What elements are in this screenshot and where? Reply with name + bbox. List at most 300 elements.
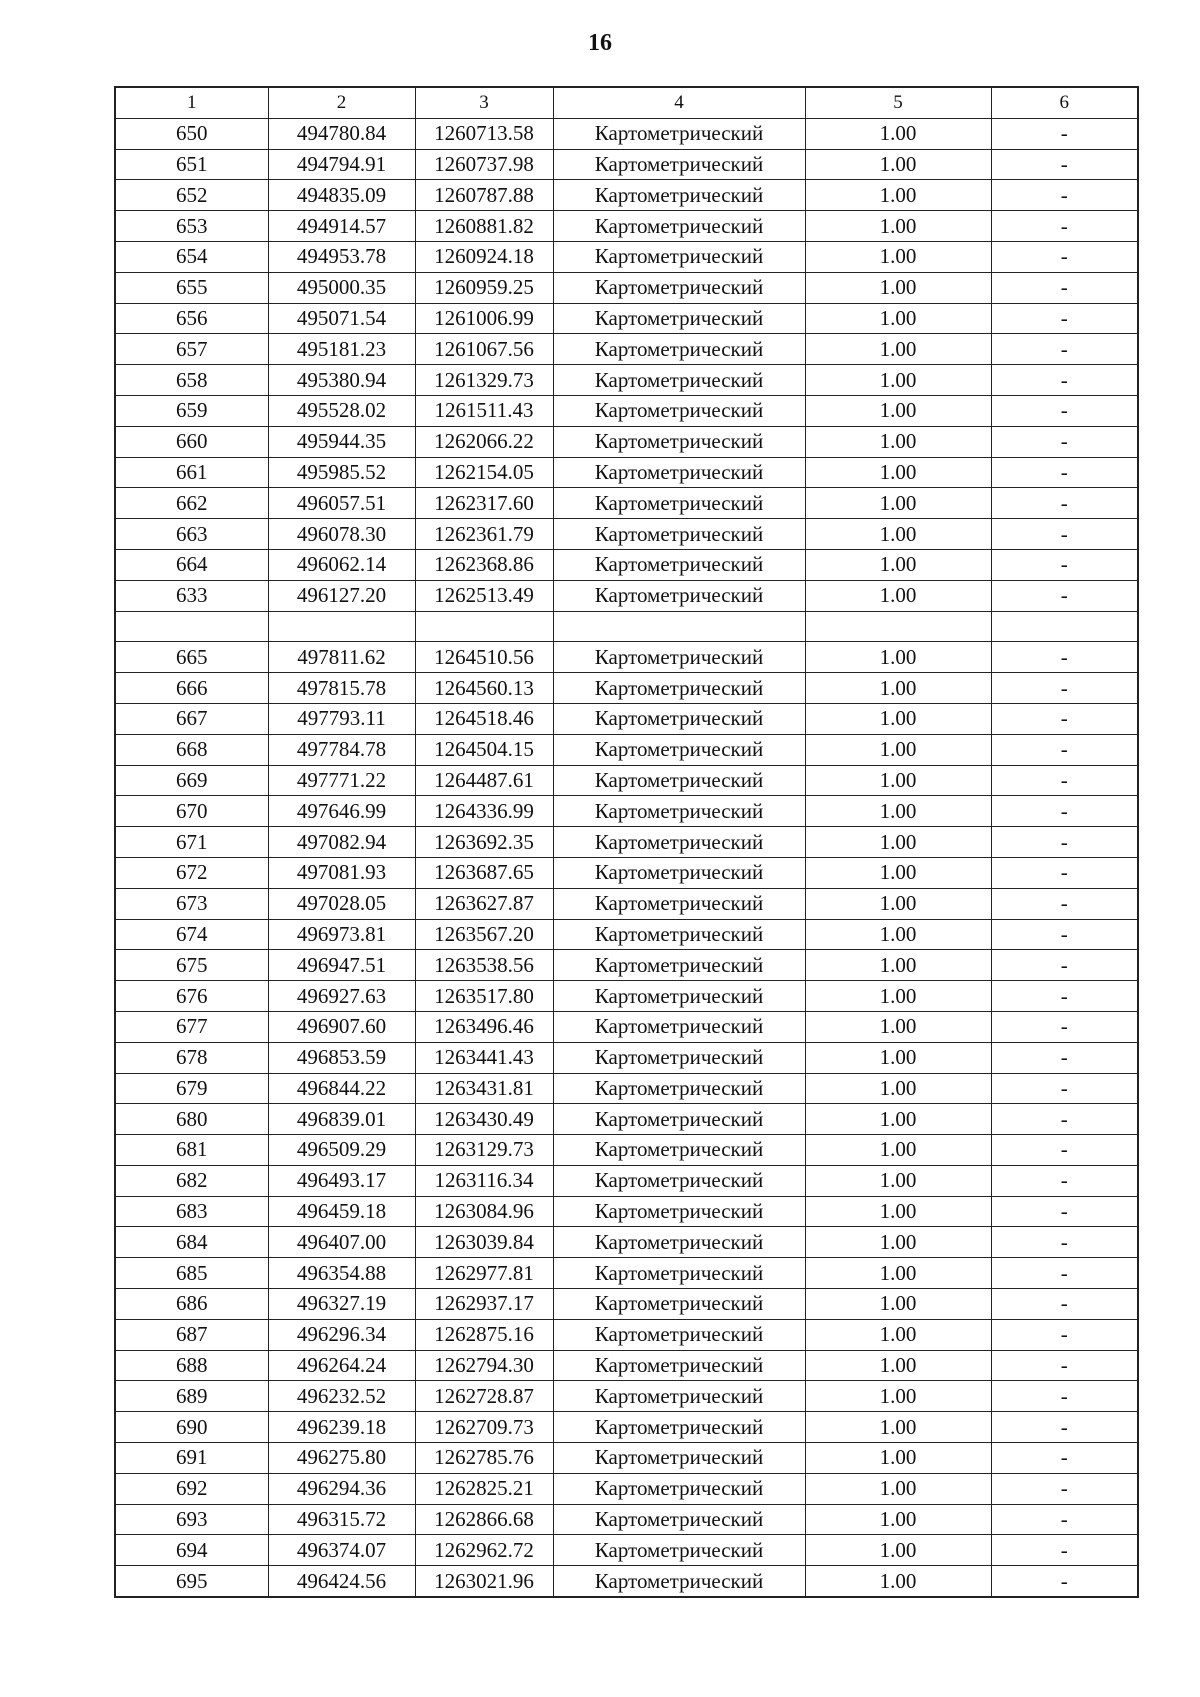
point-number-cell: 666 xyxy=(115,673,268,704)
point-number-cell: 656 xyxy=(115,303,268,334)
accuracy-cell: 1.00 xyxy=(805,1104,991,1135)
method-cell: Картометрический xyxy=(553,1443,805,1474)
accuracy-cell: 1.00 xyxy=(805,734,991,765)
accuracy-cell: 1.00 xyxy=(805,981,991,1012)
table-row xyxy=(115,180,1138,211)
table-row xyxy=(115,1504,1138,1535)
accuracy-cell: 1.00 xyxy=(805,457,991,488)
note-cell: - xyxy=(991,1011,1138,1042)
method-cell: Картометрический xyxy=(553,981,805,1012)
x-coordinate-cell: 494953.78 xyxy=(268,241,415,272)
note-cell: - xyxy=(991,180,1138,211)
method-cell: Картометрический xyxy=(553,1042,805,1073)
note-cell: - xyxy=(991,888,1138,919)
point-number-cell: 652 xyxy=(115,180,268,211)
accuracy-cell: 1.00 xyxy=(805,919,991,950)
accuracy-cell: 1.00 xyxy=(805,1011,991,1042)
y-coordinate-cell: 1264487.61 xyxy=(415,765,553,796)
note-cell: - xyxy=(991,734,1138,765)
accuracy-cell: 1.00 xyxy=(805,1135,991,1166)
accuracy-cell: 1.00 xyxy=(805,519,991,550)
x-coordinate-cell: 496296.34 xyxy=(268,1319,415,1350)
method-cell: Картометрический xyxy=(553,334,805,365)
accuracy-cell xyxy=(805,611,991,642)
point-number-cell: 633 xyxy=(115,580,268,611)
x-coordinate-cell: 495528.02 xyxy=(268,395,415,426)
x-coordinate-cell: 497784.78 xyxy=(268,734,415,765)
accuracy-cell: 1.00 xyxy=(805,1289,991,1320)
note-cell: - xyxy=(991,1042,1138,1073)
accuracy-cell: 1.00 xyxy=(805,149,991,180)
y-coordinate-cell xyxy=(415,611,553,642)
y-coordinate-cell: 1263627.87 xyxy=(415,888,553,919)
method-cell: Картометрический xyxy=(553,426,805,457)
note-cell: - xyxy=(991,1504,1138,1535)
method-cell: Картометрический xyxy=(553,241,805,272)
x-coordinate-cell: 496062.14 xyxy=(268,549,415,580)
method-cell: Картометрический xyxy=(553,1073,805,1104)
x-coordinate-cell: 497793.11 xyxy=(268,703,415,734)
note-cell: - xyxy=(991,1381,1138,1412)
method-cell: Картометрический xyxy=(553,1350,805,1381)
accuracy-cell: 1.00 xyxy=(805,765,991,796)
note-cell: - xyxy=(991,365,1138,396)
note-cell: - xyxy=(991,1227,1138,1258)
accuracy-cell: 1.00 xyxy=(805,272,991,303)
x-coordinate-cell: 496424.56 xyxy=(268,1566,415,1597)
accuracy-cell: 1.00 xyxy=(805,827,991,858)
x-coordinate-cell: 497081.93 xyxy=(268,857,415,888)
method-cell: Картометрический xyxy=(553,827,805,858)
y-coordinate-cell: 1262368.86 xyxy=(415,549,553,580)
x-coordinate-cell: 497771.22 xyxy=(268,765,415,796)
y-coordinate-cell: 1262513.49 xyxy=(415,580,553,611)
x-coordinate-cell: 494794.91 xyxy=(268,149,415,180)
method-cell: Картометрический xyxy=(553,1227,805,1258)
point-number-cell: 674 xyxy=(115,919,268,950)
point-number-cell: 658 xyxy=(115,365,268,396)
method-cell: Картометрический xyxy=(553,642,805,673)
x-coordinate-cell: 495985.52 xyxy=(268,457,415,488)
point-number-cell: 668 xyxy=(115,734,268,765)
point-number-cell: 671 xyxy=(115,827,268,858)
note-cell: - xyxy=(991,950,1138,981)
note-cell: - xyxy=(991,1196,1138,1227)
note-cell: - xyxy=(991,703,1138,734)
table-row xyxy=(115,1319,1138,1350)
point-number-cell: 689 xyxy=(115,1381,268,1412)
note-cell: - xyxy=(991,1350,1138,1381)
note-cell: - xyxy=(991,149,1138,180)
y-coordinate-cell: 1263567.20 xyxy=(415,919,553,950)
point-number-cell: 681 xyxy=(115,1135,268,1166)
note-cell: - xyxy=(991,1566,1138,1597)
note-cell: - xyxy=(991,1135,1138,1166)
method-cell: Картометрический xyxy=(553,365,805,396)
accuracy-cell: 1.00 xyxy=(805,673,991,704)
table-row xyxy=(115,488,1138,519)
accuracy-cell: 1.00 xyxy=(805,888,991,919)
method-cell: Картометрический xyxy=(553,549,805,580)
accuracy-cell: 1.00 xyxy=(805,488,991,519)
table-row xyxy=(115,1196,1138,1227)
method-cell: Картометрический xyxy=(553,703,805,734)
method-cell: Картометрический xyxy=(553,673,805,704)
table-row xyxy=(115,1011,1138,1042)
table-row xyxy=(115,1165,1138,1196)
accuracy-cell: 1.00 xyxy=(805,365,991,396)
point-number-cell: 659 xyxy=(115,395,268,426)
point-number-cell: 683 xyxy=(115,1196,268,1227)
method-cell: Картометрический xyxy=(553,1165,805,1196)
y-coordinate-cell: 1264504.15 xyxy=(415,734,553,765)
method-cell: Картометрический xyxy=(553,211,805,242)
point-number-cell: 691 xyxy=(115,1443,268,1474)
y-coordinate-cell: 1263517.80 xyxy=(415,981,553,1012)
method-cell: Картометрический xyxy=(553,1104,805,1135)
point-number-cell: 653 xyxy=(115,211,268,242)
note-cell: - xyxy=(991,642,1138,673)
x-coordinate-cell: 494780.84 xyxy=(268,118,415,149)
x-coordinate-cell: 497028.05 xyxy=(268,888,415,919)
method-cell: Картометрический xyxy=(553,1011,805,1042)
x-coordinate-cell: 496327.19 xyxy=(268,1289,415,1320)
accuracy-cell: 1.00 xyxy=(805,241,991,272)
point-number-cell: 688 xyxy=(115,1350,268,1381)
y-coordinate-cell: 1262709.73 xyxy=(415,1412,553,1443)
y-coordinate-cell: 1262785.76 xyxy=(415,1443,553,1474)
y-coordinate-cell: 1262937.17 xyxy=(415,1289,553,1320)
table-row xyxy=(115,857,1138,888)
accuracy-cell: 1.00 xyxy=(805,1042,991,1073)
point-number-cell: 679 xyxy=(115,1073,268,1104)
y-coordinate-cell: 1263496.46 xyxy=(415,1011,553,1042)
accuracy-cell: 1.00 xyxy=(805,1196,991,1227)
note-cell: - xyxy=(991,673,1138,704)
method-cell: Картометрический xyxy=(553,519,805,550)
x-coordinate-cell: 496127.20 xyxy=(268,580,415,611)
x-coordinate-cell: 495071.54 xyxy=(268,303,415,334)
accuracy-cell: 1.00 xyxy=(805,1443,991,1474)
accuracy-cell: 1.00 xyxy=(805,1319,991,1350)
table-row xyxy=(115,580,1138,611)
method-cell: Картометрический xyxy=(553,488,805,519)
point-number-cell xyxy=(115,611,268,642)
method-cell: Картометрический xyxy=(553,1473,805,1504)
point-number-cell: 667 xyxy=(115,703,268,734)
table-row xyxy=(115,118,1138,149)
point-number-cell: 657 xyxy=(115,334,268,365)
table-row xyxy=(115,827,1138,858)
method-cell: Картометрический xyxy=(553,734,805,765)
point-number-cell: 660 xyxy=(115,426,268,457)
x-coordinate-cell: 496947.51 xyxy=(268,950,415,981)
method-cell: Картометрический xyxy=(553,765,805,796)
accuracy-cell: 1.00 xyxy=(805,395,991,426)
method-cell: Картометрический xyxy=(553,1196,805,1227)
y-coordinate-cell: 1261006.99 xyxy=(415,303,553,334)
accuracy-cell: 1.00 xyxy=(805,1566,991,1597)
point-number-cell: 664 xyxy=(115,549,268,580)
y-coordinate-cell: 1262962.72 xyxy=(415,1535,553,1566)
x-coordinate-cell: 496275.80 xyxy=(268,1443,415,1474)
column-header-6: 6 xyxy=(991,87,1138,118)
x-coordinate-cell: 496927.63 xyxy=(268,981,415,1012)
table-row xyxy=(115,519,1138,550)
x-coordinate-cell: 496264.24 xyxy=(268,1350,415,1381)
accuracy-cell: 1.00 xyxy=(805,1165,991,1196)
x-coordinate-cell: 496239.18 xyxy=(268,1412,415,1443)
y-coordinate-cell: 1260737.98 xyxy=(415,149,553,180)
accuracy-cell: 1.00 xyxy=(805,1412,991,1443)
column-header-3: 3 xyxy=(415,87,553,118)
point-number-cell: 692 xyxy=(115,1473,268,1504)
accuracy-cell: 1.00 xyxy=(805,303,991,334)
y-coordinate-cell: 1262361.79 xyxy=(415,519,553,550)
point-number-cell: 680 xyxy=(115,1104,268,1135)
method-cell: Картометрический xyxy=(553,457,805,488)
note-cell: - xyxy=(991,827,1138,858)
accuracy-cell: 1.00 xyxy=(805,334,991,365)
point-number-cell: 663 xyxy=(115,519,268,550)
method-cell: Картометрический xyxy=(553,1535,805,1566)
point-number-cell: 651 xyxy=(115,149,268,180)
note-cell: - xyxy=(991,765,1138,796)
accuracy-cell: 1.00 xyxy=(805,549,991,580)
y-coordinate-cell: 1263129.73 xyxy=(415,1135,553,1166)
point-number-cell: 685 xyxy=(115,1258,268,1289)
table-row xyxy=(115,149,1138,180)
accuracy-cell: 1.00 xyxy=(805,180,991,211)
accuracy-cell: 1.00 xyxy=(805,703,991,734)
table-row xyxy=(115,1443,1138,1474)
x-coordinate-cell xyxy=(268,611,415,642)
table-row xyxy=(115,549,1138,580)
point-number-cell: 682 xyxy=(115,1165,268,1196)
method-cell: Картометрический xyxy=(553,1566,805,1597)
note-cell: - xyxy=(991,549,1138,580)
note-cell: - xyxy=(991,1104,1138,1135)
note-cell: - xyxy=(991,334,1138,365)
column-header-1: 1 xyxy=(115,87,268,118)
method-cell: Картометрический xyxy=(553,796,805,827)
x-coordinate-cell: 495181.23 xyxy=(268,334,415,365)
point-number-cell: 694 xyxy=(115,1535,268,1566)
x-coordinate-cell: 496853.59 xyxy=(268,1042,415,1073)
point-number-cell: 676 xyxy=(115,981,268,1012)
y-coordinate-cell: 1262317.60 xyxy=(415,488,553,519)
y-coordinate-cell: 1264518.46 xyxy=(415,703,553,734)
column-header-4: 4 xyxy=(553,87,805,118)
x-coordinate-cell: 496354.88 xyxy=(268,1258,415,1289)
table-row xyxy=(115,950,1138,981)
method-cell: Картометрический xyxy=(553,1381,805,1412)
x-coordinate-cell: 496844.22 xyxy=(268,1073,415,1104)
table-row xyxy=(115,303,1138,334)
x-coordinate-cell: 496973.81 xyxy=(268,919,415,950)
accuracy-cell: 1.00 xyxy=(805,1473,991,1504)
table-row xyxy=(115,395,1138,426)
y-coordinate-cell: 1263430.49 xyxy=(415,1104,553,1135)
note-cell: - xyxy=(991,395,1138,426)
note-cell: - xyxy=(991,1258,1138,1289)
point-number-cell: 662 xyxy=(115,488,268,519)
note-cell: - xyxy=(991,519,1138,550)
point-number-cell: 661 xyxy=(115,457,268,488)
y-coordinate-cell: 1262728.87 xyxy=(415,1381,553,1412)
method-cell: Картометрический xyxy=(553,1135,805,1166)
accuracy-cell: 1.00 xyxy=(805,1504,991,1535)
y-coordinate-cell: 1264336.99 xyxy=(415,796,553,827)
y-coordinate-cell: 1264560.13 xyxy=(415,673,553,704)
table-row xyxy=(115,919,1138,950)
method-cell: Картометрический xyxy=(553,395,805,426)
accuracy-cell: 1.00 xyxy=(805,796,991,827)
method-cell: Картометрический xyxy=(553,118,805,149)
table-row xyxy=(115,1566,1138,1597)
table-row xyxy=(115,673,1138,704)
accuracy-cell: 1.00 xyxy=(805,642,991,673)
method-cell: Картометрический xyxy=(553,1412,805,1443)
point-number-cell: 670 xyxy=(115,796,268,827)
x-coordinate-cell: 496459.18 xyxy=(268,1196,415,1227)
table-row xyxy=(115,1473,1138,1504)
table-row xyxy=(115,1535,1138,1566)
y-coordinate-cell: 1264510.56 xyxy=(415,642,553,673)
accuracy-cell: 1.00 xyxy=(805,1227,991,1258)
accuracy-cell: 1.00 xyxy=(805,1350,991,1381)
point-number-cell: 690 xyxy=(115,1412,268,1443)
table-row xyxy=(115,241,1138,272)
x-coordinate-cell: 496232.52 xyxy=(268,1381,415,1412)
table-body xyxy=(115,118,1138,1597)
point-number-cell: 673 xyxy=(115,888,268,919)
x-coordinate-cell: 496294.36 xyxy=(268,1473,415,1504)
x-coordinate-cell: 496839.01 xyxy=(268,1104,415,1135)
x-coordinate-cell: 496078.30 xyxy=(268,519,415,550)
x-coordinate-cell: 497082.94 xyxy=(268,827,415,858)
accuracy-cell: 1.00 xyxy=(805,950,991,981)
y-coordinate-cell: 1262825.21 xyxy=(415,1473,553,1504)
y-coordinate-cell: 1260959.25 xyxy=(415,272,553,303)
table-row xyxy=(115,1042,1138,1073)
accuracy-cell: 1.00 xyxy=(805,1258,991,1289)
table-row xyxy=(115,365,1138,396)
accuracy-cell: 1.00 xyxy=(805,211,991,242)
table-row xyxy=(115,1227,1138,1258)
method-cell: Картометрический xyxy=(553,1504,805,1535)
y-coordinate-cell: 1260881.82 xyxy=(415,211,553,242)
accuracy-cell: 1.00 xyxy=(805,1535,991,1566)
method-cell: Картометрический xyxy=(553,857,805,888)
y-coordinate-cell: 1263116.34 xyxy=(415,1165,553,1196)
point-number-cell: 650 xyxy=(115,118,268,149)
note-cell: - xyxy=(991,241,1138,272)
point-number-cell: 675 xyxy=(115,950,268,981)
x-coordinate-cell: 496509.29 xyxy=(268,1135,415,1166)
table-row xyxy=(115,1289,1138,1320)
method-cell: Картометрический xyxy=(553,919,805,950)
table-row xyxy=(115,1258,1138,1289)
x-coordinate-cell: 496057.51 xyxy=(268,488,415,519)
note-cell: - xyxy=(991,919,1138,950)
x-coordinate-cell: 496315.72 xyxy=(268,1504,415,1535)
x-coordinate-cell: 495944.35 xyxy=(268,426,415,457)
table-header-row xyxy=(115,87,1138,118)
point-number-cell: 677 xyxy=(115,1011,268,1042)
table-row xyxy=(115,765,1138,796)
note-cell xyxy=(991,611,1138,642)
note-cell: - xyxy=(991,426,1138,457)
table-row xyxy=(115,272,1138,303)
accuracy-cell: 1.00 xyxy=(805,857,991,888)
table-row xyxy=(115,334,1138,365)
method-cell: Картометрический xyxy=(553,888,805,919)
column-header-5: 5 xyxy=(805,87,991,118)
x-coordinate-cell: 497811.62 xyxy=(268,642,415,673)
y-coordinate-cell: 1262154.05 xyxy=(415,457,553,488)
note-cell: - xyxy=(991,1319,1138,1350)
method-cell: Картометрический xyxy=(553,1319,805,1350)
y-coordinate-cell: 1263431.81 xyxy=(415,1073,553,1104)
y-coordinate-cell: 1260787.88 xyxy=(415,180,553,211)
point-number-cell: 693 xyxy=(115,1504,268,1535)
method-cell xyxy=(553,611,805,642)
note-cell: - xyxy=(991,1289,1138,1320)
note-cell: - xyxy=(991,1443,1138,1474)
note-cell: - xyxy=(991,272,1138,303)
x-coordinate-cell: 496493.17 xyxy=(268,1165,415,1196)
accuracy-cell: 1.00 xyxy=(805,426,991,457)
note-cell: - xyxy=(991,580,1138,611)
method-cell: Картометрический xyxy=(553,272,805,303)
table-row xyxy=(115,426,1138,457)
method-cell: Картометрический xyxy=(553,180,805,211)
table-row xyxy=(115,611,1138,642)
table-row xyxy=(115,1135,1138,1166)
note-cell: - xyxy=(991,1473,1138,1504)
table-row xyxy=(115,703,1138,734)
point-number-cell: 678 xyxy=(115,1042,268,1073)
note-cell: - xyxy=(991,118,1138,149)
table-row xyxy=(115,642,1138,673)
y-coordinate-cell: 1260713.58 xyxy=(415,118,553,149)
point-number-cell: 672 xyxy=(115,857,268,888)
table-row xyxy=(115,1104,1138,1135)
x-coordinate-cell: 496407.00 xyxy=(268,1227,415,1258)
note-cell: - xyxy=(991,488,1138,519)
table-row xyxy=(115,457,1138,488)
y-coordinate-cell: 1263021.96 xyxy=(415,1566,553,1597)
x-coordinate-cell: 494835.09 xyxy=(268,180,415,211)
x-coordinate-cell: 497646.99 xyxy=(268,796,415,827)
note-cell: - xyxy=(991,211,1138,242)
table-row xyxy=(115,888,1138,919)
y-coordinate-cell: 1262875.16 xyxy=(415,1319,553,1350)
x-coordinate-cell: 497815.78 xyxy=(268,673,415,704)
x-coordinate-cell: 496907.60 xyxy=(268,1011,415,1042)
accuracy-cell: 1.00 xyxy=(805,1073,991,1104)
note-cell: - xyxy=(991,796,1138,827)
y-coordinate-cell: 1260924.18 xyxy=(415,241,553,272)
page-number: 16 xyxy=(588,30,612,56)
point-number-cell: 686 xyxy=(115,1289,268,1320)
y-coordinate-cell: 1262977.81 xyxy=(415,1258,553,1289)
point-number-cell: 669 xyxy=(115,765,268,796)
y-coordinate-cell: 1261067.56 xyxy=(415,334,553,365)
y-coordinate-cell: 1263084.96 xyxy=(415,1196,553,1227)
method-cell: Картометрический xyxy=(553,1289,805,1320)
